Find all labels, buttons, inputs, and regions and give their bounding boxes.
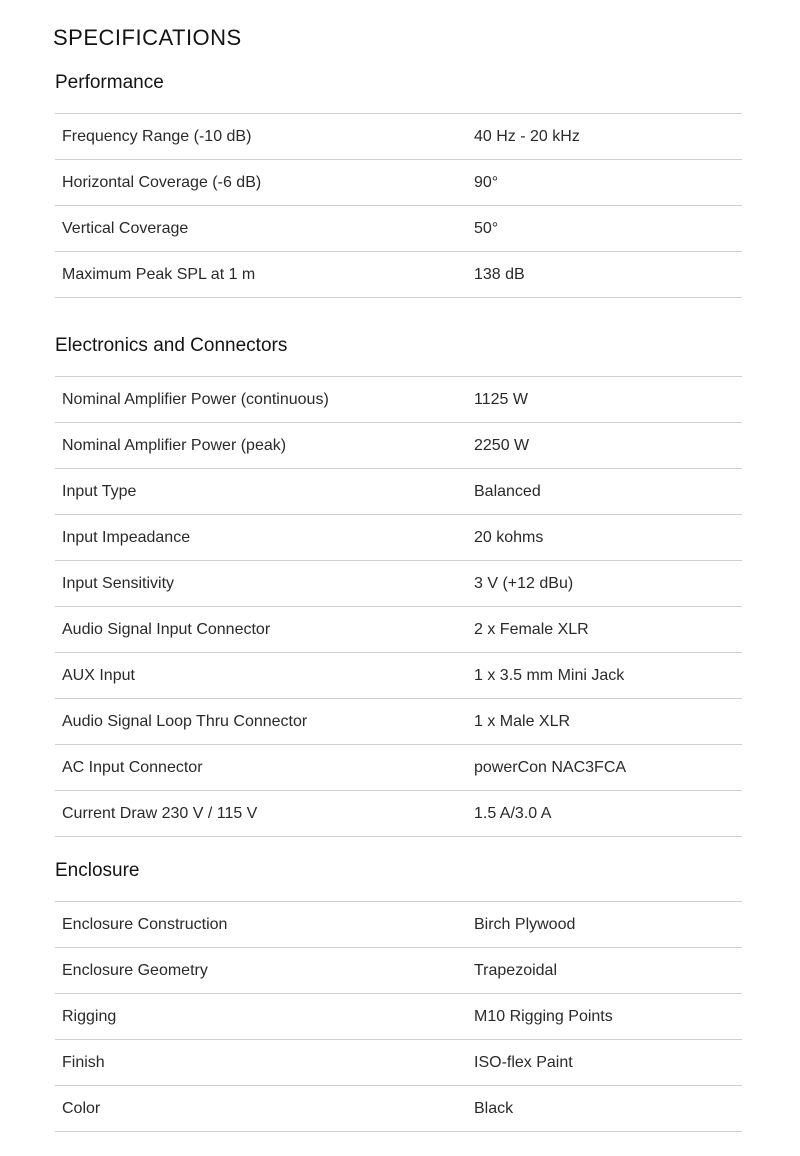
- spec-table-electronics: [55, 376, 742, 837]
- section-title: Enclosure: [55, 860, 140, 881]
- spec-label: Rigging: [62, 1007, 117, 1025]
- section-title: Performance: [55, 72, 164, 93]
- spec-value: 3 V (+12 dBu): [474, 574, 574, 592]
- table-row: [55, 653, 742, 699]
- spec-value: M10 Rigging Points: [474, 1007, 613, 1025]
- spec-value: 50°: [474, 219, 499, 237]
- spec-value: 2250 W: [474, 436, 530, 454]
- spec-label: Vertical Coverage: [62, 219, 189, 237]
- spec-label: Maximum Peak SPL at 1 m: [62, 265, 256, 283]
- page-title: SPECIFICATIONS: [53, 25, 242, 50]
- spec-value: Trapezoidal: [474, 961, 558, 979]
- table-row: [55, 994, 742, 1040]
- section-enclosure: [55, 858, 742, 1132]
- spec-value: 2 x Female XLR: [474, 620, 589, 638]
- spec-value: Black: [474, 1099, 514, 1117]
- spec-label: Enclosure Geometry: [62, 961, 208, 979]
- spec-label: Nominal Amplifier Power (peak): [62, 436, 287, 454]
- table-row: [55, 423, 742, 469]
- spec-value: 1.5 A/3.0 A: [474, 804, 552, 822]
- spec-value: Balanced: [474, 482, 541, 500]
- table-row: [55, 114, 742, 160]
- spec-label: Enclosure Construction: [62, 915, 228, 933]
- spec-table-enclosure: [55, 901, 742, 1132]
- spec-value: 1 x Male XLR: [474, 712, 571, 730]
- spec-label: Input Impeadance: [62, 528, 191, 546]
- spec-value: 1125 W: [474, 390, 528, 408]
- table-row: [55, 699, 742, 745]
- spec-label: Color: [62, 1099, 101, 1117]
- table-row: [55, 607, 742, 653]
- spec-value: 138 dB: [474, 265, 525, 283]
- table-row: [55, 948, 742, 994]
- spec-label: Frequency Range (-10 dB): [62, 127, 252, 145]
- spec-label: Current Draw 230 V / 115 V: [62, 804, 258, 822]
- table-row: [55, 377, 742, 423]
- spec-label: Finish: [62, 1053, 105, 1071]
- section-performance: [55, 70, 742, 298]
- spec-label: AC Input Connector: [62, 758, 203, 776]
- table-row: [55, 745, 742, 791]
- spec-value: 40 Hz - 20 kHz: [474, 127, 580, 145]
- table-row: [55, 1086, 742, 1132]
- spec-label: AUX Input: [62, 666, 135, 684]
- spec-value: Birch Plywood: [474, 915, 576, 933]
- spec-value: 1 x 3.5 mm Mini Jack: [474, 666, 625, 684]
- table-row: [55, 206, 742, 252]
- spec-label: Nominal Amplifier Power (continuous): [62, 390, 329, 408]
- spec-value: 90°: [474, 173, 499, 191]
- spec-value: 20 kohms: [474, 528, 544, 546]
- spec-label: Audio Signal Loop Thru Connector: [62, 712, 308, 730]
- spec-table-performance: [55, 113, 742, 298]
- table-row: [55, 252, 742, 298]
- section-electronics-and-connectors: [55, 333, 742, 837]
- spec-label: Input Sensitivity: [62, 574, 175, 592]
- table-row: [55, 791, 742, 837]
- spec-label: Audio Signal Input Connector: [62, 620, 271, 638]
- section-title: Electronics and Connectors: [55, 335, 288, 356]
- table-row: [55, 1040, 742, 1086]
- spec-label: Horizontal Coverage (-6 dB): [62, 173, 262, 191]
- spec-value: powerCon NAC3FCA: [474, 758, 627, 776]
- table-row: [55, 561, 742, 607]
- spec-label: Input Type: [62, 482, 137, 500]
- table-row: [55, 902, 742, 948]
- table-row: [55, 469, 742, 515]
- table-row: [55, 160, 742, 206]
- table-row: [55, 515, 742, 561]
- spec-value: ISO-flex Paint: [474, 1053, 573, 1071]
